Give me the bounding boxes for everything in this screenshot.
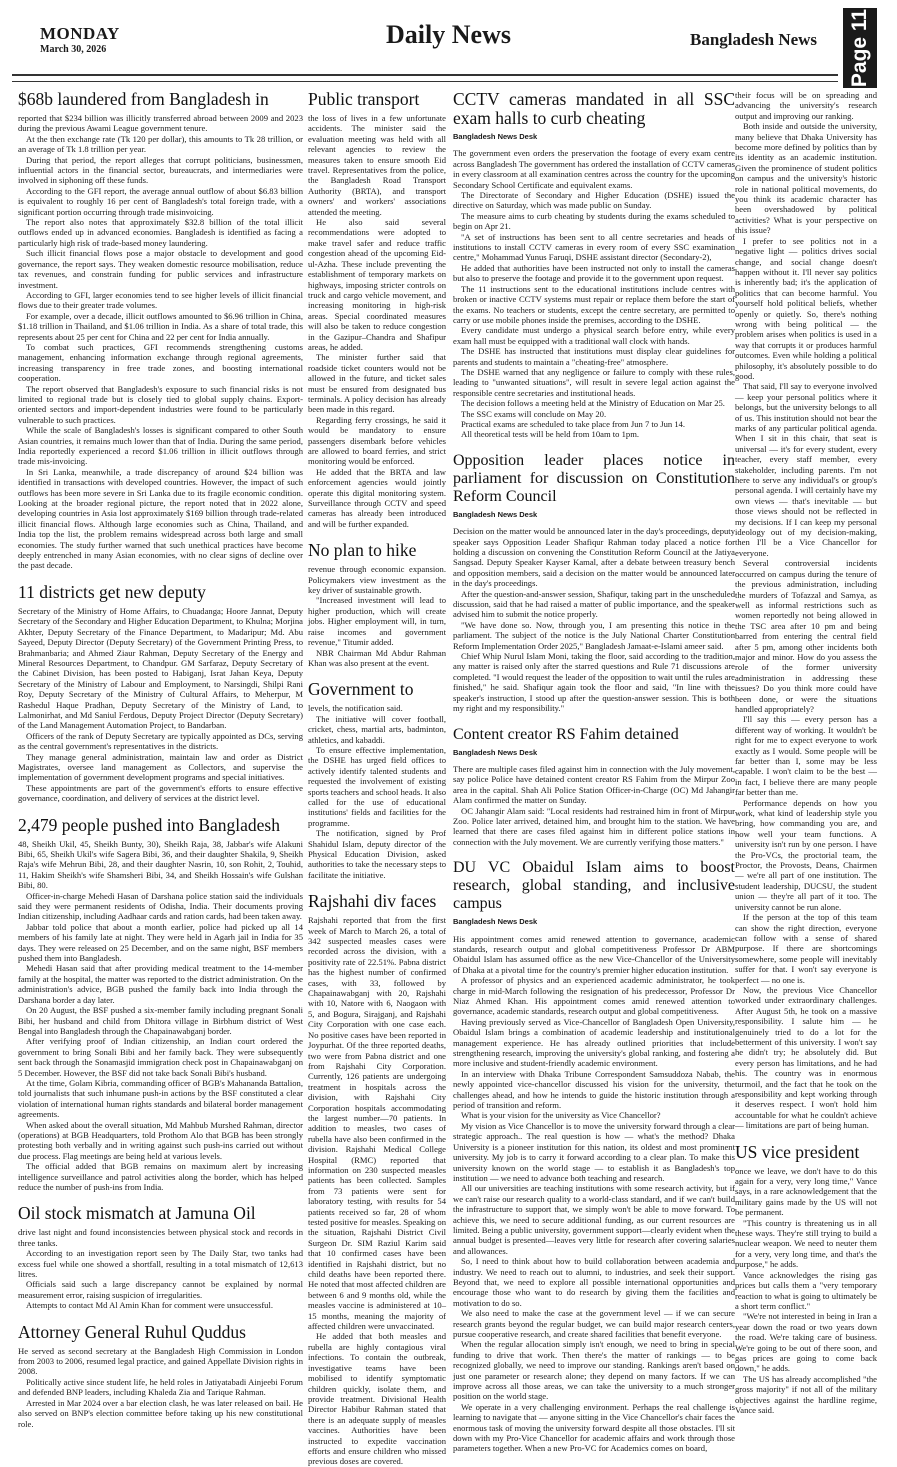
story-no-plan-to-hike (308, 541, 446, 668)
paragraph: During that period, the report alleges that corrupt politicians, businessmen, influential actors in the financial sector, bureaucrats, and intermediaries were involved in siphoning off these funds. (18, 154, 303, 186)
paragraph: The report also notes that approximately $32.8 billion of the total illicit outflows ended up in advanced economies. Bangladesh is identified as facing a particularly high risk of trade-based money laundering. (18, 217, 303, 248)
paragraph: The official added that BGB remains on maximum alert by increasing intelligence surveillance and patrol activities along the border, which has helped reduce the number of push-ins from India. (18, 1161, 303, 1192)
paragraph: The US has already accomplished "the gross majority" if not all of the military objectives against the hardline regime, Vance said. (735, 1373, 877, 1415)
masthead-title: Daily News (386, 20, 511, 49)
story-body (18, 113, 303, 571)
paragraph: The DSHE has instructed that institutions must display clear guidelines for parents and students to maintain a "cheating-free" atmosphere. (453, 346, 735, 367)
paragraph: The SSC exams will conclude on May 20. (461, 408, 607, 419)
paragraph: After the question-and-answer session, Shafiqur, taking part in the unscheduled discussion, said that he had raised a matter of public importance, and the speaker advised him to submit the notice properly. (453, 588, 735, 620)
paragraph: When asked about the overall situation, Md Mahbub Murshed Rahman, director (operations) at BGB Headquarters, told Prothom Alo that BGB has been strongly protesting both verbally and in writing against such push-ins carried out without due process. Flag meetings are being held at various levels. (18, 1119, 303, 1161)
paragraph: On 20 August, the BSF pushed a six-member family including pregnant Sonali Bibi, her husband and child from Dhitora village in Birbhum district of West Bengal into Bangladesh through the Chapainawabganj border. (18, 1005, 303, 1036)
paragraph: The measure aims to curb cheating by students during the exams scheduled to begin on Apr 21. (453, 210, 735, 232)
paragraph: "A set of instructions has been sent to all centre secretaries and heads of institutions to install CCTV cameras in every room of every SSC examination centre," Mohammad Yunus Faruqi, DSHE assistant director (Secondary-2), (453, 231, 735, 263)
paragraph: Regarding ferry crossings, he said it would be mandatory to ensure passengers disembark before vehicles are allowed to board ferries, and strict monitoring would be enforced. (308, 414, 446, 467)
byline: Bangladesh News Desk (453, 132, 538, 141)
story-rs-fahim-detained (453, 726, 735, 848)
paragraph: The notification, signed by Prof Shahidul Islam, deputy director of the Physical Education Division, asked authorities to take the necessary steps to facilitate the initiative. (308, 828, 446, 880)
paragraph: The report observed that Bangladesh's exposure to such financial risks is not limited to regional trade but is closely tied to global supply chains. Export-oriented sectors and import-dependent industries were found to be particularly vulnerable to such practices. (18, 383, 303, 425)
story-oil-stock (18, 1204, 303, 1310)
story-body (453, 934, 735, 1454)
paragraph: once we leave, we don't have to do this again for a very, very long time," Vance says, in a rare acknowledgement that the military gains made by the US will not be permanent. (735, 1165, 877, 1218)
paragraph: Several controversial incidents occurred on campus during the tenure of the previous administration, including the murders of Tofazzal and Samya, as well as informal restrictions such as women reportedly not being allowed in the TSC area after 10 pm and being barred from entering the central field after 5 pm, among other incidents both major and minor. How do you assess the role of the former university administration in addressing these issues? Do you think more could have been done, or were the situations handled appropriately? (735, 558, 877, 714)
headline: 11 districts get new deputy (18, 581, 206, 602)
paragraph: A professor of physics and an experienced academic administrator, he took charge in mid-March following the resignation of his predecessor, Professor Dr Niaz Ahmed Khan. His appointment comes amid renewed attention to governance, academic standards, research output and global competitiveness. (453, 975, 735, 1017)
story-body (453, 526, 735, 713)
headline: Oil stock mismatch at Jamuna Oil (18, 1203, 256, 1224)
paragraph: At the then exchange rate (Tk 120 per dollar), this amounts to Tk 28 trillion, or an average of Tk 1.8 trillion per year. (18, 133, 303, 155)
paragraph: Arrested in Mar 2024 over a bar election clash, he was later released on bail. He also served on BNP's election committee before taking up his new constitutional role. (18, 1397, 303, 1429)
paragraph: We operate in a very challenging environment. Perhaps the real challenge is learning to navigate that — anyone sitting in the Vice Chancellor's chair faces the enormous task of moving the university forward despite all those obstacles. I'll sit down with my Pro-Vice Chancellor for academic affairs and work through those parameters together. When a new Pro-VC for Academics comes on board, (453, 1401, 735, 1454)
story-opposition-notice (453, 452, 735, 714)
paragraph: Having previously served as Vice-Chancellor of Bangladesh Open University, Obaidul Islam brings a combination of academic leadership and institutional management experience. He has already outlined priorities that include strengthening research, improving the university's global ranking, and fostering a more inclusive and student-friendly academic environment. (453, 1016, 735, 1069)
story-public-transport (308, 90, 446, 529)
paragraph: I'll say this — every person has a different way of working. It wouldn't be right for me to expect everyone to work exactly as I would. Some people will be far better than I, some may be less capable. I won't claim to be the best — in fact, I believe there are many people far better than me. (735, 714, 877, 798)
paragraph: All theoretical tests will be held from 10am to 1pm. (461, 429, 640, 440)
story-du-vc-interview-continued (735, 90, 877, 1131)
story-attorney-general (18, 1323, 303, 1429)
headline: Government to (308, 679, 414, 700)
paragraph: Every candidate must undergo a physical search before entry, while every exam hall must be equipped with a traditional wall clock with hands. (453, 325, 735, 346)
page-number-tab (843, 8, 877, 88)
paragraph: their focus will be on spreading and advancing the university's research output and improving our ranking. (735, 90, 877, 121)
paragraph: At the time, Golam Kibria, commanding officer of BGB's Mahananda Battalion, told journalists that such inhumane push-in actions by the BSF constituted a clear violation of international human rights standards and bilateral border management agreements. (18, 1077, 303, 1120)
paragraph: Secretary of the Ministry of Home Affairs, to Chuadanga; Hoore Jannat, Deputy Secretary of the Secondary and Higher Education Department, to Khulna; Morjina Akhter, Deputy Secretary of the Finance Department, to Madaripur; Md. Abu Sayeed, Deputy Director (Deputy Secretary) of the Government Printing Press, to Brahmanbaria; and Ahmed Ziaur Rahman, Deputy Secretary of the Energy and Mineral Resources Department, to Chandpur. GM Sarfaraz, Deputy Secretary of the Cabinet Division, has been posted to Habiganj, Israt Jahan Keya, Deputy Secretary of the Ministry of Labour and Employment, to Narsingdi, Shilpi Rani Roy, Deputy Secretary of the Ministry of Cultural Affairs, to Meherpur, M Rashedul Haque Pradhan, Deputy Secretary of the Ministry of Land, to Lalmonirhat, and Md Saniul Ferdous, Deputy Project Director (Deputy Secretary) of the Land Management Automation Project, to Bandarban. (18, 605, 303, 731)
paragraph: the loss of lives in a few unfortunate accidents. The minister said the evaluation meeting was held with all relevant agencies to review the measures taken to ensure smooth Eid travel. Representatives from the police, the Bangladesh Road Transport Authority (BRTA), and transport owners' and workers' associations attended the meeting. (308, 113, 446, 217)
paragraph: revenue through economic expansion. Policymakers view investment as the key driver of sustainable growth. (308, 564, 446, 596)
paragraph: Decision on the matter would be announced later in the day's proceedings, deputy speaker says Opposition Leader Shafiqur Rahman today placed a notice for holding a discussion on convening the Constitution Reform Council at the Jatiya Sangsad. Deputy Speaker Kayser Kamal, after a debate between treasury bench and opposition members, said a decision on the matter would be announced later in the day's proceedings. (453, 526, 735, 589)
headline: No plan to hike (308, 540, 417, 561)
paragraph: Politically active since student life, he held roles in Jatiyatabadi Ainjeebi Forum and defended BNP leaders, including Khaleda Zia and Tarique Rahman. (18, 1376, 303, 1398)
headline: US vice president (735, 1141, 860, 1162)
paragraph: "We have done so. Now, through you, I am presenting this notice in the parliament. The subject of the notice is the July National Charter Constitution Reform Implementation Order 2025," Bangladesh Jamaat-e-Islami ameer said. (453, 619, 735, 651)
paragraph: He also said several recommendations were adopted to make travel safer and reduce traffic congestion ahead of the upcoming Eid-ul-Azha. These include preventing the establishment of temporary markets on highways, imposing stricter controls on truck and cargo vehicle movement, and increasing monitoring in high-risk areas. Special coordinated measures will also be taken to reduce congestion in the Gazipur–Chandra and Shafipur areas, he added. (308, 217, 446, 352)
column-3 (453, 89, 735, 1454)
paragraph: The DSHE warned that any negligence or failure to comply with these rules, leading to "unwanted situations", will result in severe legal action against the responsible centre secretaries and institutional heads. (453, 366, 735, 398)
story-body (18, 1346, 303, 1429)
paragraph: In Sri Lanka, meanwhile, a trade discrepancy of around $24 billion was identified in transactions with developed countries. However, the impact of such outflows has been more severe in Sri Lanka due to its fragile economic condition. Looking at the broader regional picture, the report noted that in 2022 alone, developing countries in Asia lost approximately $169 billion through trade-related illicit financial flows. Although large economies such as China, Thailand, and India top the list, the problem remains widespread across both large and small economies. The study further warned that such unethical practices have become deeply entrenched in many Asian economies, with no clear signs of decline over the past decade. (18, 466, 303, 571)
paragraph: OC Jahangir Alam said: "Local residents had restrained him in front of Mirpur Zoo. Police later arrived, detained him, and brought him to the station. We have learned that there are cases filed against him in different police stations in connection with the July movement. We are currently verifying those matters." (453, 805, 735, 847)
paragraph: While the scale of Bangladesh's losses is significant compared to other South Asian countries, it remains much lower than that of India. During the same period, India reportedly experienced a record $1.06 trillion in illicit outflows through trade mis-invoicing. (18, 425, 303, 467)
paragraph: Such illicit financial flows pose a major obstacle to development and good governance, the report says. They weaken domestic resource mobilisation, reduce tax revenues, and constrain funding for public services and infrastructure investment. (18, 248, 303, 290)
headline: Public transport (308, 89, 420, 109)
masthead-day: MONDAY (40, 24, 120, 43)
story-money-laundering (18, 90, 303, 571)
paragraph: "This country is threatening us in all these ways. They're still trying to build a nuclear weapon. We need to neuter them for a very, very long time, and that's the purpose," he adds. (735, 1217, 877, 1270)
paragraph: The 11 instructions sent to the educational institutions include centres with broken or inactive CCTV systems must repair or replace them before the start of the exams. No teachers or students, except the centre secretary, are permitted to carry or use mobile phones inside the premises, according to the DSHE. (453, 283, 735, 325)
masthead-brand: Bangladesh News (690, 30, 818, 49)
paragraph: When the regular allocation simply isn't enough, we need to bring in special funding to drive that work. Then there's the matter of rankings — to be recognized globally, we need to improve our standing. Rankings aren't based on just one parameter or research alone; they depend on many factors. If we can improve across all those areas, we can take the university to a much stronger position on the world stage. (453, 1339, 735, 1402)
paragraph: He added that authorities have been instructed not only to install the cameras but also to preserve the footage and provide it to the government upon request. (453, 262, 735, 284)
byline: Bangladesh News Desk (453, 917, 538, 927)
paragraph: "Increased investment will lead to higher production, which will create jobs. Higher employment will, in turn, raise incomes and government revenue," Titumir added. (308, 595, 446, 648)
headline: Attorney General Ruhul Quddus (18, 1321, 246, 1342)
story-government-to (308, 680, 446, 880)
paragraph: According to an investigation report seen by The Daily Star, two tanks had excess fuel while one showed a shortfall, resulting in a total mismatch of 12,613 litres. (18, 1248, 303, 1280)
paragraph: Attempts to contact Md Al Amin Khan for comment were unsuccessful. (26, 1300, 274, 1311)
story-body (18, 839, 303, 1193)
paragraph: 48, Sheikh Ukil, 45, Sheikh Bunty, 30), Sheikh Raja, 38, Jabbar's wife Alakuni Bibi, 65, Sheikh Ukil's wife Sagera Bibi, 36, and their daughter Shakila, 9, Sheikh Raja's wife Mehrun Bibi, 28, and their daughter Nasrin, 10, son Rohit, 2, Touhid, 11, Hakim Sheikh's wife Shamsheri Bibi, 34, and Sheikh Hossain's wife Gulshan Bibi, 80. (18, 838, 303, 891)
paragraph: If the person at the top of this team can show the right direction, everyone can follow with a sense of shared purpose. If there are shortcomings somewhere, some people will inevitably suffer for that. I won't say everyone is perfect — no one is. (735, 912, 877, 985)
column-2 (308, 89, 446, 1467)
paragraph: He served as second secretary at the Bangladesh High Commission in London from 2003 to 2006, resumed legal practice, and gained Appellate Division rights in 2008. (18, 1345, 303, 1377)
paragraph: These appointments are part of the government's efforts to ensure effective governance, coordination, and delivery of services at the district level. (18, 782, 303, 804)
paragraph: Officer-in-charge Mehedi Hasan of Darshana police station said the individuals said they were permanent residents of Odisha, India. Their documents proving Indian citizenship, including Aadhaar cards and ration cards, had been taken away. (18, 890, 303, 922)
paragraph: The initiative will cover football, cricket, chess, martial arts, badminton, athletics, and kabaddi. (308, 713, 446, 745)
paragraph: Vance acknowledges the rising gas prices but calls them a "very temporary reaction to what is going to ultimately be a short term conflict." (735, 1269, 877, 1311)
paragraph: He added that both measles and rubella are highly contagious viral infections. To contain the outbreak, investigative teams have been mobilised to identify symptomatic children quickly, isolate them, and provide treatment. Divisional Health Director Habibur Rahman stated that there is an adequate supply of measles vaccines. Authorities have been instructed to expedite vaccination efforts and ensure children who missed previous doses are covered. (308, 1331, 446, 1467)
masthead-rule (12, 74, 838, 82)
paragraph: The Directorate of Secondary and Higher Education (DSHE) issued the directive on Saturday, which was made public on Sunday. (453, 190, 735, 211)
paragraph: They manage general administration, maintain law and order as District Magistrates, oversee land management as Collectors, and supervise the implementation of government development programs and special initiatives. (18, 751, 303, 783)
paragraph: According to GFI, larger economies tend to see higher levels of illicit financial flows due to their greater trade volumes. (18, 289, 303, 311)
paragraph: NBR Chairman Md Abdur Rahman Khan was also present at the event. (308, 647, 446, 668)
headline: $68b laundered from Bangladesh in (18, 89, 269, 109)
story-du-vc-interview (453, 859, 735, 1454)
paragraph: Jabbar told police that about a month earlier, police had picked up all 14 members of his family late at night. They were held in Agarh jail in India for 35 days. They were released on 25 December, and on the same night, BSF members pushed them into Bangladesh. (18, 921, 303, 964)
headline: Rajshahi div faces (308, 891, 437, 912)
paragraph: For example, over a decade, illicit outflows amounted to $6.96 trillion in China, $1.18 trillion in Thailand, and $1.06 trillion in India. As a share of total trade, this represents about 25 per cent for China and 22 per cent for India annually. (18, 310, 303, 342)
story-body (18, 1227, 303, 1310)
paragraph: I prefer to see politics not in a negative light — politics drives social change, and social change doesn't happen without it. I'll never say politics is inherently bad; it's the application of politics that can become harmful. You yourself hold political beliefs, whether openly or quietly. So, there's nothing wrong with being political — the problem arises when politics is used in a way that corrupts it or produces harmful outcomes. Even while holding a political philosophy, it's absolutely possible to do good. (735, 235, 877, 381)
column-1 (18, 89, 303, 1429)
paragraph: Performance depends on how you work, what kind of leadership style you bring, how commanding you are, and how well your team functions. A university isn't run by one person. I have the Pro-VCs, the proctorial team, the Proctor, the Provosts, Deans, Chairmen — we're all part of one institution. The student leadership, DUCSU, the student union — they're all part of it too. The university cannot be run alone. (735, 797, 877, 912)
headline: Opposition leader places notice in parliament for discussion on Constitution Reform Council (453, 451, 735, 505)
paragraph: Chief Whip Nurul Islam Moni, taking the floor, said according to the tradition, any matter is raised only after the starred questions and Rule 71 discussions are completed. "I would request the leader of the opposition to wait until the rules are finished," he said. Shafiqur again took the floor and said, "In line with the speaker's instruction, I stood up after the question-answer session. This is both my right and my responsibility." (453, 651, 735, 714)
byline: Bangladesh News Desk (453, 509, 538, 519)
paragraph: We also need to make the case at the government level — if we can secure research grants beyond the regular budget, we can build major research centers, pursue cooperative research, and create shared facilities that benefit everyone. (453, 1308, 735, 1339)
story-body (308, 564, 446, 668)
paragraph: That said, I'll say to everyone involved — keep your personal politics where it belongs, but the university belongs to all of us. This institution should not bear the marks of any particular political agenda. When I sit in this chair, that seat is universal — it's for every student, every teacher, every staff member, every stakeholder, including parents. I'm not here to serve any individual's or group's personal agenda. I will certainly have my own views — that's inevitable — but those views should not be reflected in my decisions. If I can keep my personal ideology out of my decision-making, then I'll be a Vice Chancellor for everyone. (735, 381, 877, 558)
story-new-deputy-commissioners (18, 583, 303, 804)
story-body (308, 915, 446, 1467)
story-body (453, 764, 735, 847)
paragraph: My vision as Vice Chancellor is to move the university forward through a clear strategic approach.. The real question is how — what's the method? Dhaka University is a pioneer institution for this nation, its oldest and most prominent university. My job is to carry it forward according to a clear plan. To make this university known on the world stage — to establish it as Bangladesh's top institution — we need to advance both teaching and research. (453, 1120, 735, 1183)
paragraph: Practical exams are scheduled to take place from Jun 7 to Jun 14. (461, 418, 686, 429)
paragraph: So, I need to think about how to build collaboration between academia and industry. We need to reach out to alumni, to industries, and seek their support. Beyond that, we need to explore all possible international opportunities and encourage those who want to do research by giving them the facilities and motivation to do so. (453, 1256, 735, 1308)
column-4 (735, 90, 877, 1415)
story-rajshahi-measles (308, 892, 446, 1467)
story-cctv-exam-halls (453, 90, 735, 440)
paragraph: The government even orders the preservation the footage of every exam centre across Bangladesh The government has ordered the installation of CCTV cameras in every classroom at all examination centres across the country for the upcoming Secondary School Certificate and equivalent exams. (453, 148, 735, 190)
paragraph: His appointment comes amid renewed attention to governance, academic standards, research output and global competitiveness Professor Dr ABM Obaidul Islam has assumed office as the new Vice-Chancellor of the University of Dhaka at a pivotal time for the country's premier higher education institution. (453, 933, 735, 975)
paragraph: "We're not interested in being in Iran a year down the road or two years down the road. We're taking care of business. We're going to be out of there soon, and gas prices are going to come back down," he adds. (735, 1311, 877, 1374)
paragraph: The minister further said that roadside ticket counters would not be allowed in the future, and ticket sales must be ensured from designated bus terminals. A policy decision has already been made in this regard. (308, 352, 446, 415)
paragraph: levels, the notification said. (308, 703, 403, 714)
paragraph: In an interview with Dhaka Tribune Correspondent Samsuddoza Nabab, the newly appointed vice-chancellor discussed his vision for the university, the challenges ahead, and how he intends to guide the historic institution through a period of transition and reform. (453, 1068, 735, 1111)
story-body (308, 113, 446, 529)
paragraph: Officers of the rank of Deputy Secretary are typically appointed as DCs, serving as the central government's representatives in the districts. (18, 730, 303, 752)
headline: CCTV cameras mandated in all SSC exam halls to curb cheating (453, 89, 735, 128)
paragraph: He added that the BRTA and law enforcement agencies would jointly operate this digital monitoring system. Surveillance through CCTV and speed cameras has already been introduced and will be further expanded. (308, 466, 446, 529)
paragraph: To ensure effective implementation, the DSHE has urged field offices to actively identify talented students and requested the involvement of existing sports teachers and school heads. It also called for the use of educational institutions' fields and facilities for the programme. (308, 744, 446, 828)
paragraph: Rajshahi reported that from the first week of March to March 26, a total of 342 suspected measles cases were recorded across the division, with a positivity rate of 22.51%. Pabna district has the highest number of confirmed cases, with 33, followed by Chapainawabganj with 20, Rajshahi with 10, Natore with 6, Naogaon with 5, and Bogura, Sirajganj, and Rajshahi City Corporation with one case each. No positive cases have been reported in Joypurhat. Of the three reported deaths, two were from Pabna district and one from Rajshahi City Corporation. Currently, 126 patients are undergoing treatment in hospitals across the division, with Rajshahi City Corporation hospitals accommodating the largest number—70 patients. In addition to measles, two cases of rubella have also been confirmed in the division. Rajshahi Medical College Hospital (RMC) reported that information on 230 suspected measles patients has been collected. Samples from 73 patients were sent for laboratory testing, with results for 54 patients received so far, 28 of whom tested positive for measles. Speaking on the situation, Rajshahi District Civil Surgeon Dr. SIM Raziul Karim said that 10 confirmed cases have been identified in Rajshahi district, but no child deaths have been reported there. He noted that most affected children are between 6 and 9 months old, while the measles vaccine is administered at 10–15 months, meaning the majority of affected children were unvaccinated. (308, 915, 446, 1332)
story-body (18, 606, 303, 804)
page-number-label: Page 11 (848, 8, 871, 88)
paragraph: Now, the previous Vice Chancellor worked under extraordinary challenges. After August 5th, he took on a massive responsibility. I salute him — he genuinely tried to do a lot for the betterment of this university. I won't say he didn't try; he absolutely did. But every person has limitations, and he had his. The country was in enormous turmoil, and the fact that he took on the responsibility and kept working through it deserves respect. I won't hold him accountable for what he couldn't achieve — limitations are part of being human. (735, 984, 877, 1131)
story-body (735, 90, 877, 1131)
headline: Content creator RS Fahim detained (453, 725, 679, 743)
paragraph: Mehedi Hasan said that after providing medical treatment to the 14-member family at the hospital, the matter was reported to the district administration. On the administration's advice, BGB pushed the family back into India through the Darshana border a day later. (18, 963, 303, 1005)
paragraph: drive last night and found inconsistencies between physical stock and records in three tanks. (18, 1227, 303, 1248)
masthead-date: March 30, 2026 (40, 44, 107, 55)
paragraph: According to the GFI report, the average annual outflow of about $6.83 billion is equivalent to roughly 16 per cent of Bangladesh's total foreign trade, with a significant portion occurring through trade misinvoicing. (18, 185, 303, 217)
story-body (453, 148, 735, 439)
story-body (308, 703, 446, 880)
paragraph: What is your vision for the university as Vice Chancellor? (461, 1110, 661, 1121)
paragraph: After verifying proof of Indian citizenship, an Indian court ordered the government to bring Sonali Bibi and her family back. They were subsequently sent back through the Sonamasjid immigration check post in Chapainawabganj on 5 December. However, the BSF did not take back Sonali Bibi's husband. (18, 1036, 303, 1078)
paragraph: Both inside and outside the university, many believe that Dhaka University has become more defined by politics than by its identity as an academic institution. Given the prominence of student politics on campus and the university's historic role in national political movements, do you think its academic character has been overshadowed by political activities? What is your perspective on this issue? (735, 121, 877, 236)
paragraph: To combat such practices, GFI recommends strengthening customs management, enhancing information exchange through regional agreements, increasing transparency in free trade zones, and boosting international cooperation. (18, 341, 303, 384)
story-body (735, 1166, 877, 1416)
byline: Bangladesh News Desk (453, 747, 538, 757)
headline: 2,479 people pushed into Bangladesh (18, 814, 280, 835)
story-push-in (18, 816, 303, 1193)
paragraph: reported that $234 billion was illicitly transferred abroad between 2009 and 2023 during the previous Awami League government tenure. (18, 113, 303, 134)
paragraph: All our universities are teaching institutions with some research activity, but if we can't raise our research quality to a world-class standard, and if we can't build the infrastructure to support that, we simply won't be able to move forward. To achieve this, we need to secure additional funding, as our current resources are limited. Being a public university, government support—clearly evident when the annual budget is presented—leaves very little for research after covering salaries and allowances. (453, 1183, 735, 1256)
story-us-vice-president (735, 1143, 877, 1416)
paragraph: Officials said such a large discrepancy cannot be explained by normal measurement error, raising suspicion of irregularities. (18, 1279, 303, 1300)
headline: DU VC Obaidul Islam aims to boost research, global standing, and inclusive campus (453, 859, 735, 913)
paragraph: There are multiple cases filed against him in connection with the July movement, say police Police have detained content creator RS Fahim from the Mirpur Zoo area in the capital. Shah Ali Police Station Officer-in-Charge (OC) Md Jahangir Alam confirmed the matter on Sunday. (453, 763, 735, 806)
masthead (0, 0, 897, 88)
paragraph: The decision follows a meeting held at the Ministry of Education on Mar 25. (461, 398, 725, 409)
